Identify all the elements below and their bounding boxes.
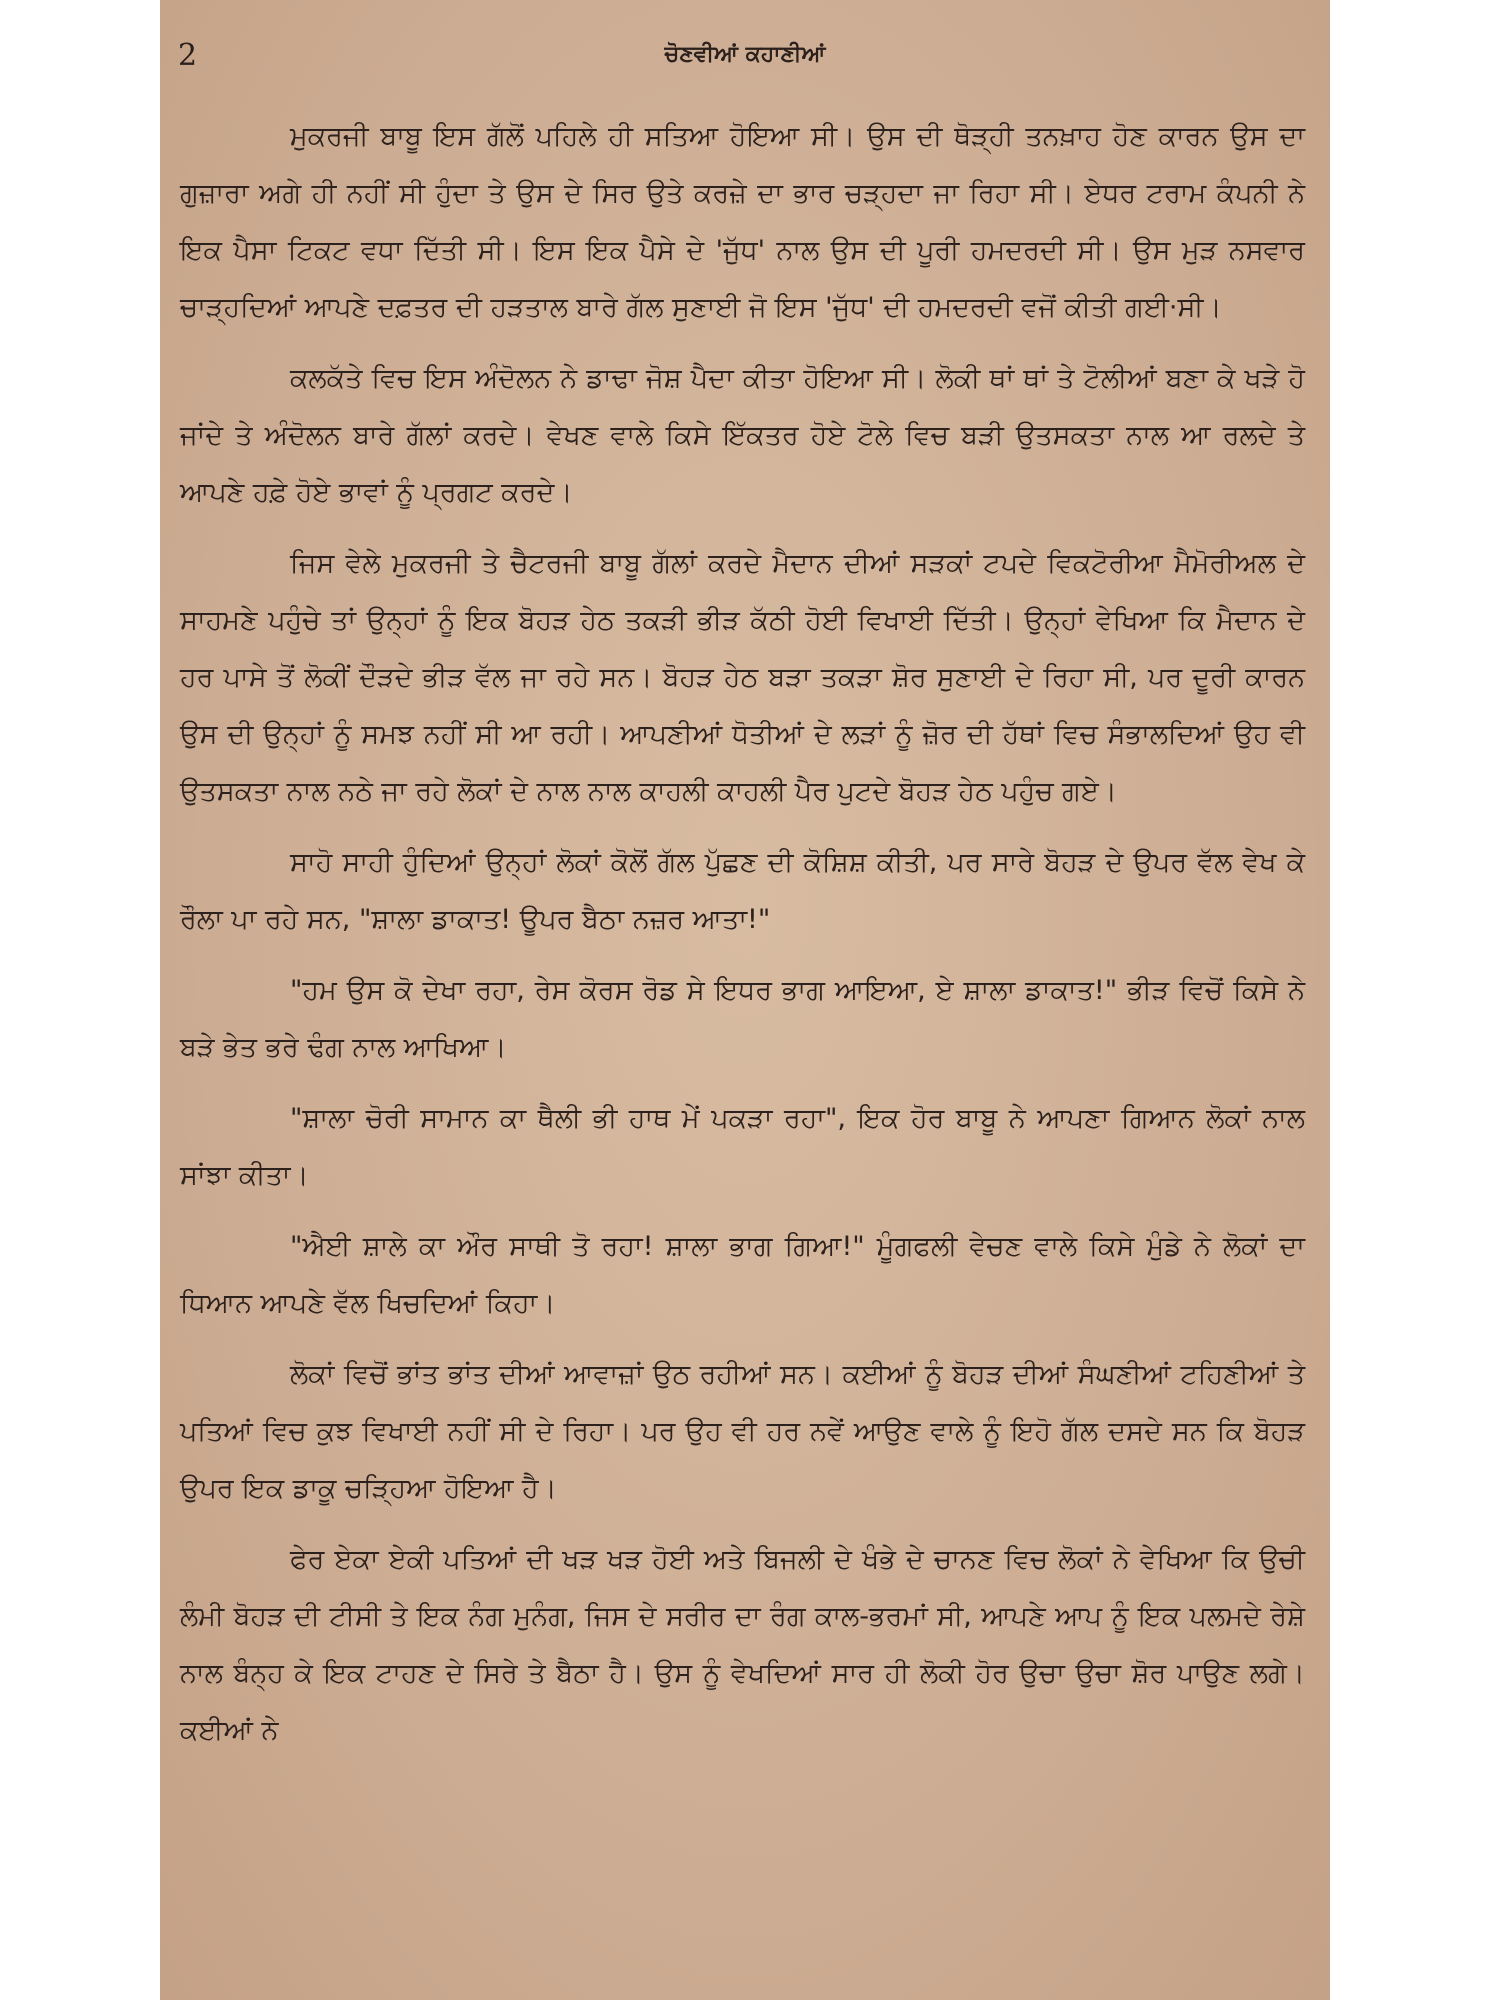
running-title: ਚੋਣਵੀਆਂ ਕਹਾਣੀਆਂ — [664, 42, 826, 67]
paragraph: "ਐਈ ਸ਼ਾਲੇ ਕਾ ਔਰ ਸਾਥੀ ਤੋ ਰਹਾ! ਸ਼ਾਲਾ ਭਾਗ ਗਿਆ!" ਮੂੰਗਫਲੀ ਵੇਚਣ ਵਾਲੇ ਕਿਸੇ ਮੁੰਡੇ ਨੇ ਲੋਕਾਂ ਦਾ ਧਿਆਨ ਆਪਣੇ ਵੱਲ ਖਿਚਦਿਆਂ ਕਿਹਾ। — [180, 1231, 1305, 1319]
paragraph: ਕਲਕੱਤੇ ਵਿਚ ਇਸ ਅੰਦੋਲਨ ਨੇ ਡਾਢਾ ਜੋਸ਼ ਪੈਦਾ ਕੀਤਾ ਹੋਇਆ ਸੀ। ਲੋਕੀ ਥਾਂ ਥਾਂ ਤੇ ਟੋਲੀਆਂ ਬਣਾ ਕੇ ਖੜੇ ਹੋ ਜਾਂਦੇ ਤੇ ਅੰਦੋਲਨ ਬਾਰੇ ਗੱਲਾਂ ਕਰਦੇ। ਵੇਖਣ ਵਾਲੇ ਕਿਸੇ ਇੱਕਤਰ ਹੋਏ ਟੋਲੇ ਵਿਚ ਬੜੀ ਉਤਸਕਤਾ ਨਾਲ ਆ ਰਲਦੇ ਤੇ ਆਪਣੇ ਹਫ਼ੇ ਹੋਏ ਭਾਵਾਂ ਨੂੰ ਪ੍ਰਗਟ ਕਰਦੇ। — [180, 363, 1305, 508]
paragraph: ਮੁਕਰਜੀ ਬਾਬੂ ਇਸ ਗੱਲੋਂ ਪਹਿਲੇ ਹੀ ਸਤਿਆ ਹੋਇਆ ਸੀ। ਉਸ ਦੀ ਥੋੜ੍ਹੀ ਤਨਖ਼ਾਹ ਹੋਣ ਕਾਰਨ ਉਸ ਦਾ ਗੁਜ਼ਾਰਾ ਅਗੇ ਹੀ ਨਹੀਂ ਸੀ ਹੁੰਦਾ ਤੇ ਉਸ ਦੇ ਸਿਰ ਉਤੇ ਕਰਜ਼ੇ ਦਾ ਭਾਰ ਚੜ੍ਹਦਾ ਜਾ ਰਿਹਾ ਸੀ। ਏਧਰ ਟਰਾਮ ਕੰਪਨੀ ਨੇ ਇਕ ਪੈਸਾ ਟਿਕਟ ਵਧਾ ਦਿੱਤੀ ਸੀ। ਇਸ ਇਕ ਪੈਸੇ ਦੇ 'ਜੁੱਧ' ਨਾਲ ਉਸ ਦੀ ਪੂਰੀ ਹਮਦਰਦੀ ਸੀ। ਉਸ ਮੁੜ ਨਸਵਾਰ ਚਾੜ੍ਹਦਿਆਂ ਆਪਣੇ ਦਫ਼ਤਰ ਦੀ ਹੜਤਾਲ ਬਾਰੇ ਗੱਲ ਸੁਣਾਈ ਜੋ ਇਸ 'ਜੁੱਧ' ਦੀ ਹਮਦਰਦੀ ਵਜੋਂ ਕੀਤੀ ਗਈ·ਸੀ। — [180, 121, 1305, 323]
paragraph: ਜਿਸ ਵੇਲੇ ਮੁਕਰਜੀ ਤੇ ਚੈਟਰਜੀ ਬਾਬੂ ਗੱਲਾਂ ਕਰਦੇ ਮੈਦਾਨ ਦੀਆਂ ਸੜਕਾਂ ਟਪਦੇ ਵਿਕਟੋਰੀਆ ਮੈਮੋਰੀਅਲ ਦੇ ਸਾਹਮਣੇ ਪਹੁੰਚੇ ਤਾਂ ਉਨ੍ਹਾਂ ਨੂੰ ਇਕ ਬੋਹੜ ਹੇਠ ਤਕੜੀ ਭੀੜ ਕੱਠੀ ਹੋਈ ਵਿਖਾਈ ਦਿੱਤੀ। ਉਨ੍ਹਾਂ ਵੇਖਿਆ ਕਿ ਮੈਦਾਨ ਦੇ ਹਰ ਪਾਸੇ ਤੋਂ ਲੋਕੀਂ ਦੌੜਦੇ ਭੀੜ ਵੱਲ ਜਾ ਰਹੇ ਸਨ। ਬੋਹੜ ਹੇਠ ਬੜਾ ਤਕੜਾ ਸ਼ੋਰ ਸੁਣਾਈ ਦੇ ਰਿਹਾ ਸੀ, ਪਰ ਦੂਰੀ ਕਾਰਨ ਉਸ ਦੀ ਉਨ੍ਹਾਂ ਨੂੰ ਸਮਝ ਨਹੀਂ ਸੀ ਆ ਰਹੀ। ਆਪਣੀਆਂ ਧੋਤੀਆਂ ਦੇ ਲੜਾਂ ਨੂੰ ਜ਼ੋਰ ਦੀ ਹੱਥਾਂ ਵਿਚ ਸੰਭਾਲਦਿਆਂ ਉਹ ਵੀ ਉਤਸਕਤਾ ਨਾਲ ਨਠੇ ਜਾ ਰਹੇ ਲੋਕਾਂ ਦੇ ਨਾਲ ਨਾਲ ਕਾਹਲੀ ਕਾਹਲੀ ਪੈਰ ਪੁਟਦੇ ਬੋਹੜ ਹੇਠ ਪਹੁੰਚ ਗਏ। — [180, 548, 1305, 807]
paragraph: ਫੇਰ ਏਕਾ ਏਕੀ ਪਤਿਆਂ ਦੀ ਖੜ ਖੜ ਹੋਈ ਅਤੇ ਬਿਜਲੀ ਦੇ ਖੰਭੇ ਦੇ ਚਾਨਣ ਵਿਚ ਲੋਕਾਂ ਨੇ ਵੇਖਿਆ ਕਿ ਉਚੀ ਲੰਮੀ ਬੋਹੜ ਦੀ ਟੀਸੀ ਤੇ ਇਕ ਨੰਗ ਮੁਨੰਗ, ਜਿਸ ਦੇ ਸਰੀਰ ਦਾ ਰੰਗ ਕਾਲ-ਭਰਮਾਂ ਸੀ, ਆਪਣੇ ਆਪ ਨੂੰ ਇਕ ਪਲਮਦੇ ਰੇਸ਼ੇ ਨਾਲ ਬੰਨ੍ਹ ਕੇ ਇਕ ਟਾਹਣ ਦੇ ਸਿਰੇ ਤੇ ਬੈਠਾ ਹੈ। ਉਸ ਨੂੰ ਵੇਖਦਿਆਂ ਸਾਰ ਹੀ ਲੋਕੀ ਹੋਰ ਉਚਾ ਉਚਾ ਸ਼ੋਰ ਪਾਉਣ ਲਗੇ। ਕਈਆਂ ਨੇ — [180, 1544, 1305, 1746]
book-page — [160, 0, 1330, 2000]
paragraph: "ਹਮ ਉਸ ਕੋ ਦੇਖਾ ਰਹਾ, ਰੇਸ ਕੋਰਸ ਰੋਡ ਸੇ ਇਧਰ ਭਾਗ ਆਇਆ, ਏ ਸ਼ਾਲਾ ਡਾਕਾਤ!" ਭੀੜ ਵਿਚੋਂ ਕਿਸੇ ਨੇ ਬੜੇ ਭੇਤ ਭਰੇ ਢੰਗ ਨਾਲ ਆਖਿਆ। — [180, 975, 1305, 1063]
paragraph: ਲੋਕਾਂ ਵਿਚੋਂ ਭਾਂਤ ਭਾਂਤ ਦੀਆਂ ਆਵਾਜ਼ਾਂ ਉਠ ਰਹੀਆਂ ਸਨ। ਕਈਆਂ ਨੂੰ ਬੋਹੜ ਦੀਆਂ ਸੰਘਣੀਆਂ ਟਹਿਣੀਆਂ ਤੇ ਪਤਿਆਂ ਵਿਚ ਕੁਝ ਵਿਖਾਈ ਨਹੀਂ ਸੀ ਦੇ ਰਿਹਾ। ਪਰ ਉਹ ਵੀ ਹਰ ਨਵੇਂ ਆਉਣ ਵਾਲੇ ਨੂੰ ਇਹੋ ਗੱਲ ਦਸਦੇ ਸਨ ਕਿ ਬੋਹੜ ਉਪਰ ਇਕ ਡਾਕੂ ਚੜ੍ਹਿਆ ਹੋਇਆ ਹੈ। — [180, 1359, 1305, 1504]
page-number: 2 — [178, 38, 198, 73]
paragraph: ਸਾਹੋ ਸਾਹੀ ਹੁੰਦਿਆਂ ਉਨ੍ਹਾਂ ਲੋਕਾਂ ਕੋਲੋਂ ਗੱਲ ਪੁੱਛਣ ਦੀ ਕੋਸ਼ਿਸ਼ ਕੀਤੀ, ਪਰ ਸਾਰੇ ਬੋਹੜ ਦੇ ਉਪਰ ਵੱਲ ਵੇਖ ਕੇ ਰੌਲਾ ਪਾ ਰਹੇ ਸਨ, "ਸ਼ਾਲਾ ਡਾਕਾਤ! ਊਪਰ ਬੈਠਾ ਨਜ਼ਰ ਆਤਾ!" — [180, 847, 1305, 935]
body-text — [180, 108, 1305, 1773]
paragraph: "ਸ਼ਾਲਾ ਚੋਰੀ ਸਾਮਾਨ ਕਾ ਥੈਲੀ ਭੀ ਹਾਥ ਮੇਂ ਪਕੜਾ ਰਹਾ", ਇਕ ਹੋਰ ਬਾਬੂ ਨੇ ਆਪਣਾ ਗਿਆਨ ਲੋਕਾਂ ਨਾਲ ਸਾਂਝਾ ਕੀਤਾ। — [180, 1103, 1305, 1191]
page-header — [160, 38, 1330, 78]
